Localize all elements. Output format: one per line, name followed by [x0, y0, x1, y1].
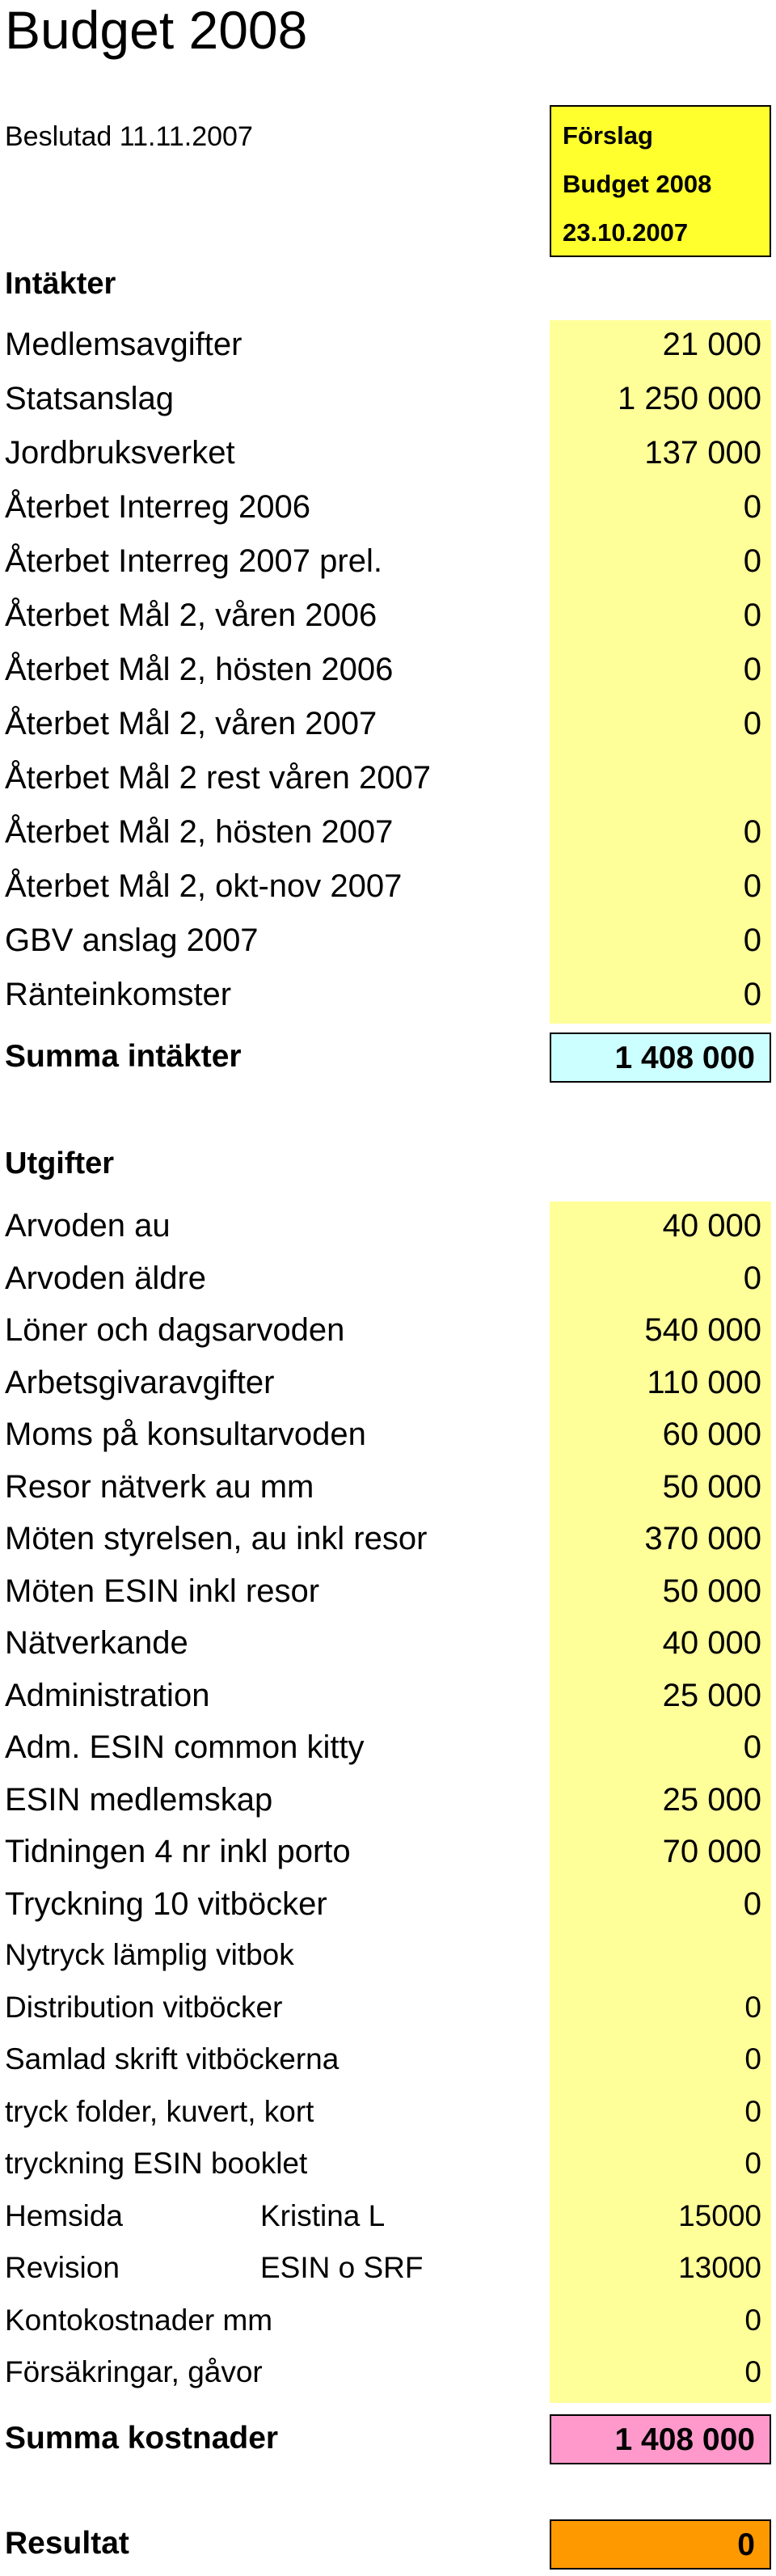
row-value: 0	[743, 598, 761, 633]
table-row	[0, 374, 776, 424]
table-row	[0, 808, 776, 858]
table-row	[0, 916, 776, 966]
result-value: 0	[737, 2527, 755, 2562]
expenses-heading: Utgifter	[5, 1147, 115, 1180]
table-row	[0, 1932, 776, 1982]
row-value: 50 000	[662, 1468, 761, 1505]
table-row	[0, 537, 776, 587]
expenses-total-value: 1 408 000	[614, 2422, 755, 2457]
row-value: 540 000	[644, 1312, 761, 1348]
row-label: Administration	[5, 1677, 210, 1713]
row-label: tryck folder, kuvert, kort	[5, 2094, 314, 2128]
row-value: 21 000	[662, 327, 761, 362]
table-row	[0, 699, 776, 750]
table-row	[0, 2193, 776, 2243]
table-row	[0, 1201, 776, 1252]
row-value: 0	[743, 977, 761, 1012]
table-row	[0, 1514, 776, 1565]
row-label: Arbetsgivaravgifter	[5, 1364, 275, 1400]
row-value: 40 000	[662, 1625, 761, 1661]
table-row	[0, 1306, 776, 1356]
row-value: 0	[743, 923, 761, 958]
row-value: 50 000	[662, 1573, 761, 1609]
row-label: Återbet Mål 2 rest våren 2007	[5, 760, 431, 796]
row-label: Distribution vitböcker	[5, 1990, 283, 2024]
row-label: Återbet Mål 2, hösten 2007	[5, 814, 394, 850]
table-row	[0, 2297, 776, 2347]
row-label: Nytryck lämplig vitbok	[5, 1938, 294, 1971]
table-row	[0, 429, 776, 479]
row-value: 40 000	[662, 1208, 761, 1244]
row-value: 15000	[678, 2198, 761, 2232]
row-label: Tryckning 10 vitböcker	[5, 1886, 327, 1922]
row-value: 0	[743, 1886, 761, 1922]
row-value: 0	[743, 489, 761, 525]
result-label: Resultat	[5, 2526, 129, 2561]
table-row	[0, 2244, 776, 2295]
row-label: Möten styrelsen, au inkl resor	[5, 1521, 428, 1556]
row-label: Möten ESIN inkl resor	[5, 1573, 320, 1609]
row-label: Nätverkande	[5, 1625, 188, 1661]
table-row	[0, 970, 776, 1020]
row-label: tryckning ESIN booklet	[5, 2147, 308, 2180]
expenses-total-label: Summa kostnader	[5, 2421, 279, 2456]
decision-date: Beslutad 11.11.2007	[5, 121, 253, 152]
result-box	[550, 2519, 771, 2570]
table-row	[0, 1723, 776, 1773]
table-row	[0, 2140, 776, 2190]
row-value: 13000	[678, 2251, 761, 2284]
row-label: Återbet Mål 2, våren 2006	[5, 598, 377, 633]
row-label: Återbet Mål 2, okt-nov 2007	[5, 868, 403, 904]
table-row	[0, 2349, 776, 2399]
row-label: Återbet Mål 2, hösten 2006	[5, 652, 394, 687]
table-row	[0, 2088, 776, 2139]
table-row	[0, 1984, 776, 2034]
row-value: 0	[743, 868, 761, 904]
table-row	[0, 2036, 776, 2086]
table-row	[0, 1463, 776, 1513]
row-label: Återbet Interreg 2007 prel.	[5, 543, 382, 579]
row-value: 0	[743, 1729, 761, 1765]
table-row	[0, 1671, 776, 1721]
row-label: Medlemsavgifter	[5, 327, 242, 362]
row-value: 25 000	[662, 1781, 761, 1818]
row-value: 0	[744, 2042, 761, 2076]
expenses-total-box	[550, 2414, 771, 2464]
row-value: 0	[743, 1260, 761, 1296]
table-row	[0, 1827, 776, 1877]
table-row	[0, 1619, 776, 1669]
row-label: Återbet Interreg 2006	[5, 489, 311, 525]
table-row	[0, 1880, 776, 1930]
proposal-date: 23.10.2007	[563, 218, 689, 247]
row-label: Jordbruksverket	[5, 435, 235, 471]
row-value: 0	[744, 2355, 761, 2388]
row-value: 137 000	[644, 435, 761, 471]
table-row	[0, 320, 776, 370]
row-label: Kontokostnader mm	[5, 2303, 273, 2337]
row-value: 0	[744, 2094, 761, 2128]
row-value: 70 000	[662, 1834, 761, 1869]
income-heading: Intäkter	[5, 267, 116, 301]
proposal-header	[550, 105, 771, 257]
row-label: Moms på konsultarvoden	[5, 1417, 366, 1452]
table-row	[0, 1410, 776, 1460]
row-label: Ränteinkomster	[5, 977, 232, 1012]
row-value: 0	[743, 706, 761, 741]
income-total-value: 1 408 000	[614, 1041, 755, 1075]
row-label: Resor nätverk au mm	[5, 1468, 314, 1505]
table-row	[0, 862, 776, 912]
row-value: 0	[743, 543, 761, 579]
proposal-budget: Budget 2008	[563, 170, 712, 198]
table-row	[0, 483, 776, 533]
row-value: 25 000	[662, 1677, 761, 1713]
proposal-label: Förslag	[563, 121, 653, 150]
row-label: Återbet Mål 2, våren 2007	[5, 706, 377, 741]
row-note: ESIN o SRF	[260, 2251, 424, 2284]
row-label: Tidningen 4 nr inkl porto	[5, 1834, 351, 1869]
row-label: ESIN medlemskap	[5, 1781, 273, 1818]
table-row	[0, 1358, 776, 1408]
row-value: 0	[744, 1990, 761, 2024]
row-label: Adm. ESIN common kitty	[5, 1729, 365, 1765]
row-label: GBV anslag 2007	[5, 923, 259, 958]
row-label: Arvoden au	[5, 1208, 171, 1244]
table-row	[0, 1567, 776, 1617]
table-row	[0, 591, 776, 641]
row-value: 0	[743, 652, 761, 687]
row-label: Hemsida	[5, 2198, 123, 2232]
row-value: 0	[744, 2303, 761, 2337]
row-value: 0	[744, 2147, 761, 2180]
table-row	[0, 1254, 776, 1304]
row-note: Kristina L	[260, 2198, 386, 2232]
row-label: Löner och dagsarvoden	[5, 1312, 345, 1348]
row-value: 0	[743, 814, 761, 850]
table-row	[0, 1776, 776, 1826]
income-total-box	[550, 1033, 771, 1083]
row-label: Samlad skrift vitböckerna	[5, 2042, 340, 2076]
income-total-label: Summa intäkter	[5, 1039, 242, 1074]
row-value: 110 000	[647, 1364, 761, 1400]
row-label: Arvoden äldre	[5, 1260, 207, 1296]
page-title: Budget 2008	[5, 0, 308, 60]
row-label: Statsanslag	[5, 381, 175, 416]
table-row	[0, 645, 776, 695]
row-value: 370 000	[644, 1521, 761, 1556]
row-label: Försäkringar, gåvor	[5, 2355, 263, 2388]
table-row	[0, 754, 776, 804]
row-label: Revision	[5, 2251, 120, 2284]
row-value: 60 000	[662, 1417, 761, 1452]
row-value: 1 250 000	[618, 381, 761, 416]
